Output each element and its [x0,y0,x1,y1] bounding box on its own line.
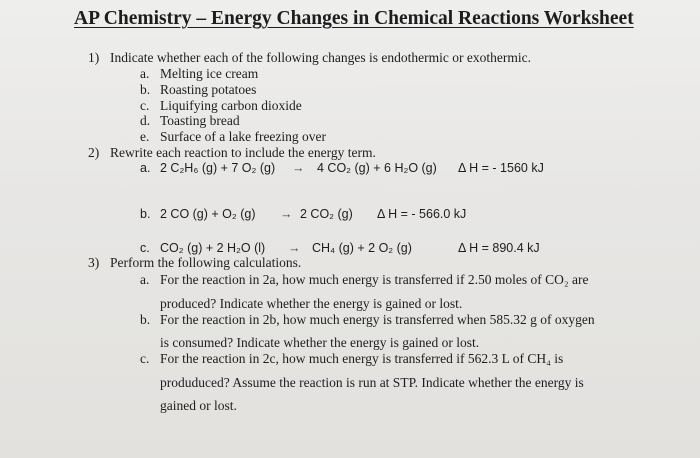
reaction-enthalpy: Δ H = - 566.0 kJ [377,207,467,221]
list-item-continuation: produduced? Assume the reaction is run at STP. Indicate whether the energy is [160,375,584,390]
list-item: b. Roasting potatoes [140,82,257,97]
question-3 [88,255,301,271]
list-item: a. For the reaction in 2a, how much energy is transferred if 2.50 moles of CO₂ are [140,272,589,287]
question-3-number: 3) [88,255,100,270]
list-item: b. For the reaction in 2b, how much energy is transferred when 585.32 g of oxygen [140,312,595,327]
question-1-number: 1) [88,50,100,65]
reaction-arrow: → [288,241,301,255]
reaction-reactants: 2 C₂H₆ (g) + 7 O₂ (g) [160,161,276,175]
reaction-enthalpy: Δ H = - 1560 kJ [458,161,544,175]
reaction-arrow: → [292,161,305,175]
reaction-reactants: 2 CO (g) + O₂ (g) [160,207,256,221]
reaction-arrow: → [280,207,293,221]
list-item-continuation: gained or lost. [160,398,237,413]
list-item: e. Surface of a lake freezing over [140,129,327,144]
list-item: c. Liquifying carbon dioxide [140,98,302,113]
reaction-products: 4 CO₂ (g) + 6 H₂O (g) [317,161,437,175]
list-item-continuation: is consumed? Indicate whether the energy is gained or lost. [160,335,480,350]
list-item-continuation: produced? Indicate whether the energy is gained or lost. [160,296,463,311]
reaction-products: 2 CO₂ (g) [300,207,353,221]
question-2-prompt: Rewrite each reaction to include the energy term. [110,145,376,160]
question-1-prompt: Indicate whether each of the following changes is endothermic or exothermic. [110,50,531,65]
reaction-products: CH₄ (g) + 2 O₂ (g) [312,241,412,255]
question-2-number: 2) [88,145,100,160]
reaction-c: c. CO₂ (g) + 2 H₂O (l) [140,241,266,255]
reaction-enthalpy: Δ H = 890.4 kJ [458,241,540,255]
reaction-reactants: CO₂ (g) + 2 H₂O (l) [160,241,266,255]
list-item: c. For the reaction in 2c, how much energy is transferred if 562.3 L of CH₄ is [140,351,564,366]
worksheet-title: AP Chemistry – Energy Changes in Chemical Reactions Worksheet [74,8,634,29]
question-1 [88,50,531,66]
question-3-prompt: Perform the following calculations. [110,255,302,270]
list-item: a. Melting ice cream [140,66,259,81]
list-item: d. Toasting bread [140,113,240,128]
reaction-a: a. 2 C₂H₆ (g) + 7 O₂ (g) [140,161,276,175]
reaction-b: b. 2 CO (g) + O₂ (g) [140,207,256,221]
question-2 [88,145,376,161]
